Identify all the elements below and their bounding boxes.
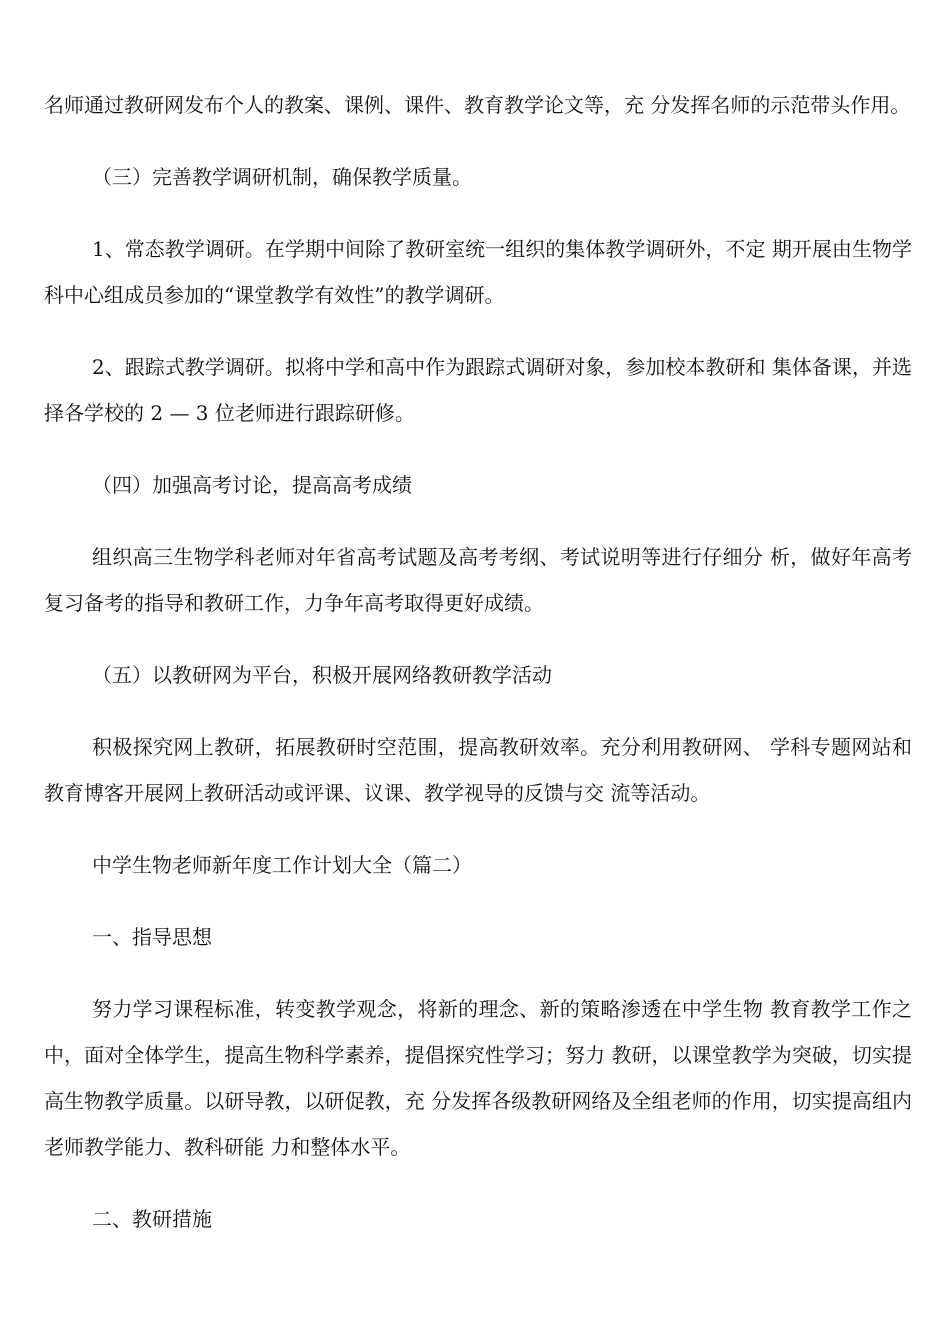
paragraph-guiding-ideology: 努力学习课程标准，转变教学观念，将新的理念、新的策略渗透在中学生物 教育教学工作之中，面对全体学生，提高生物科学素养，提倡探究性学习；努力 教研，以课堂教学为突破，切实提高生物教学质量。以研导教，以研促教，充 分发挥各级教研网络及全组老师的作用，切实提高组内老师教学能力、教科研能 力和整体水平。 — [44, 997, 912, 1159]
paragraph-exam-review: 组织高三生物学科老师对年省高考试题及高考考纲、考试说明等进行仔细分 析，做好年高考复习备考的指导和教研工作，力争年高考取得更好成绩。 — [44, 545, 912, 615]
section-heading-research-measures: 二、教研措施 — [92, 1207, 212, 1231]
section-heading-5: （五）以教研网为平台，积极开展网络教研教学活动 — [92, 663, 552, 687]
paragraph-tracking-research: 2、跟踪式教学调研。拟将中学和高中作为跟踪式调研对象，参加校本教研和 集体备课，并选择各学校的 2 — 3 位老师进行跟踪研修。 — [44, 355, 912, 425]
paragraph-online-research: 积极探究网上教研，拓展教研时空范围，提高教研效率。充分利用教研网、 学科专题网站和教育博客开展网上教研活动或评课、议课、教学视导的反馈与交 流等活动。 — [44, 735, 912, 805]
article-title-part-two: 中学生物老师新年度工作计划大全（篇二） — [92, 853, 472, 877]
section-heading-4: （四）加强高考讨论，提高高考成绩 — [92, 473, 412, 497]
section-heading-guiding-ideology: 一、指导思想 — [92, 925, 212, 949]
paragraph-famous-teachers: 名师通过教研网发布个人的教案、课例、课件、教育教学论文等，充 分发挥名师的示范带头作用。 — [44, 93, 911, 117]
paragraph-routine-research: 1、常态教学调研。在学期中间除了教研室统一组织的集体教学调研外，不定 期开展由生物学科中心组成员参加的“课堂教学有效性”的教学调研。 — [44, 237, 912, 307]
document-body — [44, 82, 912, 1268]
section-heading-3: （三）完善教学调研机制，确保教学质量。 — [92, 165, 472, 189]
